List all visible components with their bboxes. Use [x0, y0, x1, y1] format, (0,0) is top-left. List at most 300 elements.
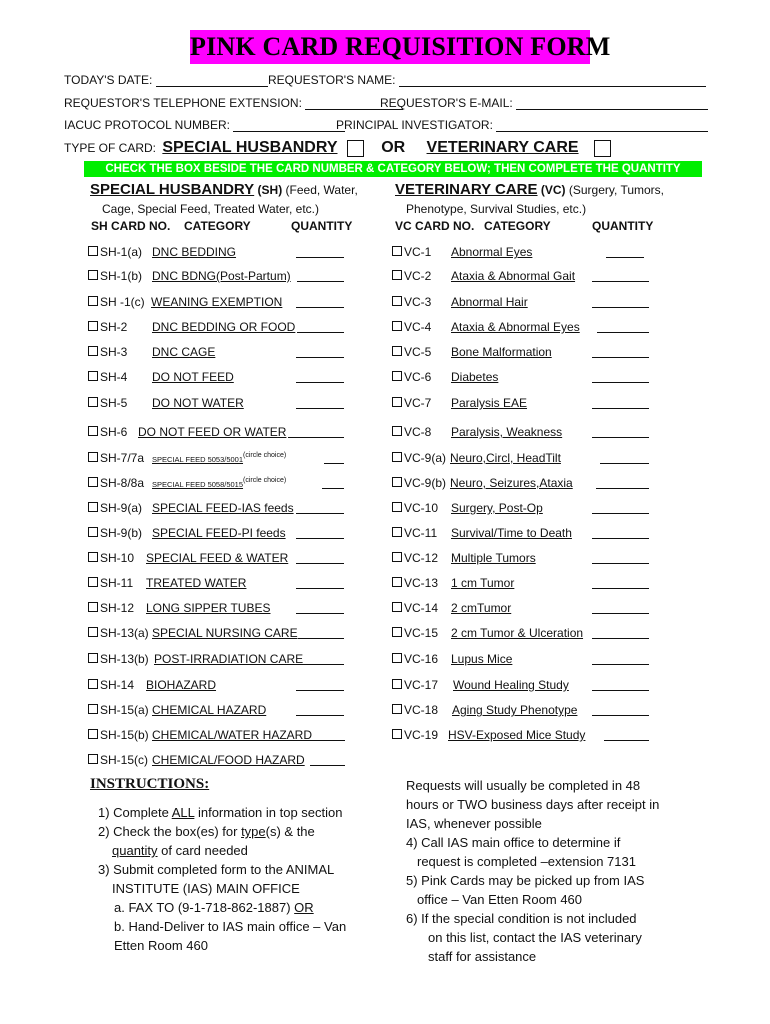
vc-desc-2: Phenotype, Survival Studies, etc.)	[406, 202, 587, 216]
sh-row-checkbox[interactable]	[88, 679, 98, 689]
sh-category-text: POST-IRRADIATION CARE	[154, 652, 304, 666]
vc-row	[392, 396, 431, 410]
sh-row	[88, 245, 142, 259]
sh-row-checkbox[interactable]	[88, 246, 98, 256]
vc-quantity-line[interactable]	[592, 295, 649, 308]
vc-quantity-line[interactable]	[592, 396, 649, 409]
instruction-5-cont: office – Van Etten Room 460	[417, 892, 583, 907]
sh-row	[88, 652, 149, 666]
vc-row-checkbox[interactable]	[392, 321, 402, 331]
sh-quantity-line[interactable]	[310, 753, 345, 766]
vc-card-no: VC-14	[404, 601, 439, 615]
vc-row-checkbox[interactable]	[392, 452, 402, 462]
vc-section-title	[395, 181, 664, 199]
sh-row-checkbox[interactable]	[88, 296, 98, 306]
sh-card-no: SH-9(b)	[100, 526, 143, 540]
vc-row-checkbox[interactable]	[392, 397, 402, 407]
vc-category-text: Abnormal Hair	[451, 295, 528, 309]
vc-col-quantity: QUANTITY	[592, 219, 654, 233]
sh-category	[152, 626, 298, 640]
instruction-3b: b. Hand-Deliver to IAS main office – Van	[114, 919, 347, 934]
sh-quantity-line[interactable]	[296, 345, 344, 358]
protocol-field[interactable]	[64, 118, 345, 132]
sh-quantity-line[interactable]	[300, 652, 344, 665]
sh-category	[152, 753, 305, 767]
email-line[interactable]	[516, 97, 708, 110]
vc-category	[453, 678, 569, 692]
vc-card-no: VC-16	[404, 652, 439, 666]
sh-category-text: DO NOT FEED	[152, 370, 234, 384]
sh-category	[146, 576, 246, 590]
sh-quantity-line[interactable]	[296, 396, 344, 409]
vc-quantity-line[interactable]	[592, 576, 649, 589]
sh-category-text: CHEMICAL/WATER HAZARD	[152, 728, 313, 742]
vc-quantity-line[interactable]	[597, 320, 649, 333]
sh-category	[146, 678, 216, 692]
vc-category	[451, 551, 536, 565]
sh-row-checkbox[interactable]	[88, 452, 98, 462]
vc-category-text: Survival/Time to Death	[451, 526, 572, 540]
sh-row	[88, 551, 134, 565]
sh-row	[88, 501, 142, 515]
sh-row-checkbox[interactable]	[88, 577, 98, 587]
vc-row	[392, 245, 431, 259]
vc-quantity-line[interactable]	[606, 245, 644, 258]
sh-quantity-line[interactable]	[296, 551, 344, 564]
investigator-label: PRINCIPAL INVESTIGATOR:	[336, 118, 493, 132]
vc-category-text: HSV-Exposed Mice Study	[448, 728, 586, 742]
vc-row	[392, 678, 438, 692]
vc-quantity-line[interactable]	[592, 501, 649, 514]
vc-row-checkbox[interactable]	[392, 346, 402, 356]
form-title: PINK CARD REQUISITION FORM	[190, 30, 590, 64]
vc-quantity-line[interactable]	[592, 678, 649, 691]
sh-category	[146, 551, 288, 565]
sh-row-checkbox[interactable]	[88, 754, 98, 764]
vc-card-no: VC-1	[404, 245, 432, 259]
sh-row	[88, 345, 127, 359]
sh-row-checkbox[interactable]	[88, 552, 98, 562]
vc-col-category: CATEGORY	[484, 219, 551, 233]
vc-category	[451, 601, 511, 615]
vc-quantity-line[interactable]	[592, 551, 649, 564]
sh-row-checkbox[interactable]	[88, 704, 98, 714]
sh-row-checkbox[interactable]	[88, 426, 98, 436]
vc-row-checkbox[interactable]	[392, 704, 402, 714]
instruction-4-cont: request is completed –extension 7131	[417, 854, 636, 869]
instruction-banner: CHECK THE BOX BESIDE THE CARD NUMBER & CATEGORY BELOW; THEN COMPLETE THE QUANTITY	[84, 161, 702, 177]
protocol-line[interactable]	[233, 119, 345, 132]
vc-category-text: Ataxia & Abnormal Eyes	[451, 320, 580, 334]
sh-category	[152, 728, 312, 742]
vc-row-checkbox[interactable]	[392, 552, 402, 562]
vc-card-no: VC-18	[404, 703, 439, 717]
sh-category-text: SPECIAL FEED & WATER	[146, 551, 289, 565]
sh-quantity-line[interactable]	[296, 501, 344, 514]
vc-category	[451, 396, 527, 410]
sh-card-no: SH-8/8a	[100, 476, 145, 490]
vc-col-card-no: VC CARD NO.	[395, 219, 475, 233]
instruction-4: 4) Call IAS main office to determine if	[406, 835, 621, 850]
sh-category-text: DO NOT FEED OR WATER	[138, 425, 287, 439]
sh-row	[88, 295, 145, 309]
vc-category-text: Diabetes	[451, 370, 499, 384]
vc-category	[451, 245, 532, 259]
note-turnaround-3: IAS, whenever possible	[406, 816, 542, 831]
vc-card-no: VC-8	[404, 425, 432, 439]
instruction-5: 5) Pink Cards may be picked up from IAS	[406, 873, 645, 888]
sh-category-text: CHEMICAL HAZARD	[152, 703, 267, 717]
vc-row	[392, 451, 446, 465]
sh-card-no: SH-3	[100, 345, 128, 359]
sh-card-no: SH-9(a)	[100, 501, 143, 515]
instruction-3: 3) Submit completed form to the ANIMAL	[98, 862, 335, 877]
sh-card-no: SH-1(a)	[100, 245, 143, 259]
sh-category-text: TREATED WATER	[146, 576, 247, 590]
sh-card-no: SH-5	[100, 396, 128, 410]
sh-card-no: SH-15(b)	[100, 728, 149, 742]
vc-row-checkbox[interactable]	[392, 270, 402, 280]
sh-category-text: SPECIAL FEED-PI feeds	[152, 526, 286, 540]
type-of-card-row	[64, 139, 611, 157]
requestor-name-field[interactable]	[268, 73, 706, 87]
requestor-name-label: REQUESTOR'S NAME:	[268, 73, 396, 87]
todays-date-field[interactable]	[64, 73, 268, 87]
telephone-field[interactable]	[64, 96, 403, 110]
sh-quantity-line[interactable]	[297, 320, 344, 333]
sh-row	[88, 678, 134, 692]
vc-quantity-line[interactable]	[604, 728, 649, 741]
sh-quantity-line[interactable]	[296, 370, 344, 383]
sh-quantity-line[interactable]	[288, 425, 344, 438]
vc-category	[451, 345, 552, 359]
vc-row	[392, 476, 446, 490]
sh-card-no: SH-13(b)	[100, 652, 149, 666]
vc-quantity-line[interactable]	[592, 652, 649, 665]
vc-row-checkbox[interactable]	[392, 477, 402, 487]
investigator-line[interactable]	[496, 119, 708, 132]
sh-row-checkbox[interactable]	[88, 502, 98, 512]
sh-category	[152, 370, 234, 384]
sh-row-checkbox[interactable]	[88, 346, 98, 356]
vc-row	[392, 370, 431, 384]
sh-desc-2: Cage, Special Feed, Treated Water, etc.)	[102, 202, 319, 216]
type-sh-checkbox[interactable]	[347, 140, 364, 157]
sh-card-no: SH-13(a)	[100, 626, 149, 640]
sh-row	[88, 269, 142, 283]
vc-category-text: 2 cmTumor	[451, 601, 512, 615]
vc-category-text: Neuro, Seizures,Ataxia	[450, 476, 573, 490]
sh-title: SPECIAL HUSBANDRY	[90, 181, 255, 198]
email-label: REQUESTOR'S E-MAIL:	[380, 96, 513, 110]
vc-row-checkbox[interactable]	[392, 627, 402, 637]
vc-category-text: Aging Study Phenotype	[452, 703, 578, 717]
vc-row-checkbox[interactable]	[392, 371, 402, 381]
sh-row	[88, 320, 127, 334]
sh-category	[154, 652, 303, 666]
telephone-label: REQUESTOR'S TELEPHONE EXTENSION:	[64, 96, 302, 110]
vc-row	[392, 320, 431, 334]
vc-row	[392, 652, 438, 666]
vc-category-text: Ataxia & Abnormal Gait	[451, 269, 576, 283]
vc-category-text: Lupus Mice	[451, 652, 513, 666]
sh-quantity-line[interactable]	[296, 295, 344, 308]
vc-category-text: 2 cm Tumor & Ulceration	[451, 626, 584, 640]
sh-row	[88, 396, 127, 410]
note-turnaround-1: Requests will usually be completed in 48	[406, 778, 641, 793]
instruction-2: 2) Check the box(es) for type(s) & the	[98, 824, 315, 839]
sh-col-quantity: QUANTITY	[291, 219, 353, 233]
vc-row	[392, 295, 431, 309]
sh-category-note: (circle choice)	[243, 452, 287, 459]
vc-category	[451, 425, 562, 439]
sh-card-no: SH-12	[100, 601, 135, 615]
sh-row-checkbox[interactable]	[88, 653, 98, 663]
sh-card-no: SH-7/7a	[100, 451, 145, 465]
vc-category-text: Wound Healing Study	[453, 678, 569, 692]
vc-card-no: VC-9(a)	[404, 451, 447, 465]
vc-quantity-line[interactable]	[592, 626, 649, 639]
sh-category-text: DNC BEDDING OR FOOD	[152, 320, 296, 334]
vc-row	[392, 601, 438, 615]
vc-card-no: VC-7	[404, 396, 432, 410]
vc-category-text: Abnormal Eyes	[451, 245, 533, 259]
vc-card-no: VC-2	[404, 269, 432, 283]
sh-row	[88, 601, 134, 615]
vc-row	[392, 626, 438, 640]
vc-row	[392, 576, 438, 590]
vc-card-no: VC-10	[404, 501, 439, 515]
sh-category	[152, 526, 286, 540]
sh-row	[88, 451, 144, 465]
vc-row	[392, 526, 437, 540]
instruction-3-cont: INSTITUTE (IAS) MAIN OFFICE	[112, 881, 300, 896]
sh-col-category: CATEGORY	[184, 219, 251, 233]
requestor-name-line[interactable]	[399, 74, 706, 87]
vc-quantity-line[interactable]	[592, 345, 649, 358]
sh-category-text: SPECIAL NURSING CARE	[152, 626, 298, 640]
vc-category	[450, 476, 573, 490]
vc-row	[392, 703, 438, 717]
type-or-label: OR	[381, 139, 406, 156]
sh-row-checkbox[interactable]	[88, 627, 98, 637]
sh-category	[138, 425, 286, 439]
sh-category-text: SPECIAL FEED 5053/5001	[152, 455, 244, 464]
sh-row-checkbox[interactable]	[88, 729, 98, 739]
sh-category-text: WEANING EXEMPTION	[151, 295, 283, 309]
vc-abbr: (VC)	[537, 183, 569, 197]
instructions-title: INSTRUCTIONS:	[90, 776, 210, 792]
instruction-6-cont: on this list, contact the IAS veterinary	[428, 930, 642, 945]
sh-row-checkbox[interactable]	[88, 477, 98, 487]
sh-row	[88, 425, 127, 439]
vc-category	[448, 728, 585, 742]
vc-card-no: VC-5	[404, 345, 432, 359]
vc-row-checkbox[interactable]	[392, 502, 402, 512]
type-of-card-label: TYPE OF CARD:	[64, 141, 157, 155]
vc-row-checkbox[interactable]	[392, 246, 402, 256]
protocol-label: IACUC PROTOCOL NUMBER:	[64, 118, 231, 132]
vc-card-no: VC-3	[404, 295, 432, 309]
sh-category	[152, 501, 294, 515]
vc-row-checkbox[interactable]	[392, 577, 402, 587]
instruction-6-cont-2: staff for assistance	[428, 949, 537, 964]
vc-row	[392, 728, 438, 742]
vc-row-checkbox[interactable]	[392, 426, 402, 436]
sh-row-checkbox[interactable]	[88, 527, 98, 537]
vc-category	[451, 269, 575, 283]
sh-category-text: SPECIAL FEED 5058/5015	[152, 480, 244, 489]
sh-card-no: SH-4	[100, 370, 128, 384]
vc-category-text: Neuro,Circl, HeadTilt	[450, 451, 561, 465]
email-field[interactable]	[380, 96, 708, 110]
sh-card-no: SH-6	[100, 425, 128, 439]
sh-row-checkbox[interactable]	[88, 397, 98, 407]
sh-row-checkbox[interactable]	[88, 321, 98, 331]
note-turnaround-2: hours or TWO business days after receipt in	[406, 797, 660, 812]
sh-quantity-line[interactable]	[324, 451, 344, 464]
vc-category	[451, 295, 528, 309]
vc-category	[452, 703, 577, 717]
type-vc-label: VETERINARY CARE	[426, 139, 579, 156]
vc-row	[392, 551, 438, 565]
sh-quantity-line[interactable]	[296, 601, 344, 614]
vc-category	[451, 626, 583, 640]
vc-category	[451, 370, 498, 384]
sh-quantity-line[interactable]	[296, 703, 344, 716]
vc-row	[392, 501, 438, 515]
vc-card-no: VC-6	[404, 370, 432, 384]
vc-row-checkbox[interactable]	[392, 653, 402, 663]
vc-category	[451, 526, 572, 540]
type-sh-label: SPECIAL HUSBANDRY	[162, 139, 338, 156]
vc-category-text: Paralysis EAE	[451, 396, 528, 410]
sh-quantity-line[interactable]	[297, 269, 344, 282]
vc-card-no: VC-13	[404, 576, 439, 590]
instruction-6: 6) If the special condition is not included	[406, 911, 637, 926]
sh-quantity-line[interactable]	[298, 626, 344, 639]
vc-desc-1: (Surgery, Tumors,	[568, 183, 665, 197]
vc-row-checkbox[interactable]	[392, 602, 402, 612]
todays-date-label: TODAY'S DATE:	[64, 73, 153, 87]
sh-quantity-line[interactable]	[310, 728, 345, 741]
vc-quantity-line[interactable]	[592, 601, 649, 614]
sh-category-note: (circle choice)	[243, 477, 287, 484]
vc-card-no: VC-19	[404, 728, 439, 742]
sh-category	[152, 476, 286, 490]
sh-category-text: BIOHAZARD	[146, 678, 217, 692]
sh-quantity-line[interactable]	[296, 678, 344, 691]
sh-category	[152, 245, 236, 259]
sh-category	[152, 345, 215, 359]
vc-category-text: Paralysis, Weakness	[451, 425, 563, 439]
sh-card-no: SH -1(c)	[100, 295, 145, 309]
sh-card-no: SH-1(b)	[100, 269, 143, 283]
sh-category	[151, 295, 282, 309]
investigator-field[interactable]	[336, 118, 708, 132]
sh-col-card-no: SH CARD NO.	[91, 219, 171, 233]
vc-category-text: 1 cm Tumor	[451, 576, 515, 590]
sh-row	[88, 728, 149, 742]
vc-quantity-line[interactable]	[592, 370, 649, 383]
sh-row	[88, 753, 148, 767]
sh-card-no: SH-10	[100, 551, 135, 565]
todays-date-line[interactable]	[156, 74, 268, 87]
vc-quantity-line[interactable]	[600, 451, 649, 464]
sh-category	[152, 451, 286, 465]
vc-category-text: Bone Malformation	[451, 345, 552, 359]
vc-category	[451, 320, 580, 334]
sh-category-text: LONG SIPPER TUBES	[146, 601, 271, 615]
sh-card-no: SH-15(a)	[100, 703, 149, 717]
sh-category-text: DNC CAGE	[152, 345, 216, 359]
vc-row	[392, 269, 431, 283]
sh-desc-1: (Feed, Water,	[285, 183, 358, 197]
sh-card-no: SH-11	[100, 576, 134, 590]
vc-category	[451, 652, 512, 666]
vc-category-text: Multiple Tumors	[451, 551, 536, 565]
sh-row-checkbox[interactable]	[88, 270, 98, 280]
vc-row-checkbox[interactable]	[392, 527, 402, 537]
vc-quantity-line[interactable]	[592, 703, 649, 716]
vc-quantity-line[interactable]	[592, 269, 649, 282]
vc-row-checkbox[interactable]	[392, 679, 402, 689]
sh-row	[88, 626, 149, 640]
sh-category-text: DNC BDNG(Post-Partum)	[152, 269, 291, 283]
vc-row-checkbox[interactable]	[392, 729, 402, 739]
sh-category	[152, 269, 291, 283]
sh-category-text: CHEMICAL/FOOD HAZARD	[152, 753, 305, 767]
sh-category-text: DNC BEDDING	[152, 245, 237, 259]
sh-category	[152, 320, 295, 334]
vc-quantity-line[interactable]	[596, 476, 649, 489]
sh-quantity-line[interactable]	[296, 526, 344, 539]
sh-row	[88, 370, 127, 384]
vc-category	[451, 501, 543, 515]
sh-row-checkbox[interactable]	[88, 602, 98, 612]
vc-card-no: VC-17	[404, 678, 439, 692]
sh-category-text: SPECIAL FEED-IAS feeds	[152, 501, 294, 515]
sh-row	[88, 526, 142, 540]
instruction-3b-cont: Etten Room 460	[114, 938, 208, 953]
vc-quantity-line[interactable]	[592, 526, 649, 539]
sh-row-checkbox[interactable]	[88, 371, 98, 381]
vc-card-no: VC-9(b)	[404, 476, 447, 490]
vc-row	[392, 345, 431, 359]
sh-category-text: DO NOT WATER	[152, 396, 244, 410]
vc-card-no: VC-11	[404, 526, 438, 540]
vc-category	[451, 576, 514, 590]
type-vc-checkbox[interactable]	[594, 140, 611, 157]
sh-category	[152, 396, 244, 410]
vc-quantity-line[interactable]	[592, 425, 649, 438]
instruction-3a: a. FAX TO (9-1-718-862-1887) OR	[114, 900, 314, 915]
sh-row	[88, 476, 144, 490]
sh-card-no: SH-14	[100, 678, 135, 692]
instruction-2-cont: quantity of card needed	[112, 843, 248, 858]
sh-quantity-line[interactable]	[296, 576, 344, 589]
sh-quantity-line[interactable]	[322, 476, 344, 489]
sh-card-no: SH-2	[100, 320, 128, 334]
sh-section-title	[90, 181, 358, 199]
sh-abbr: (SH)	[254, 183, 286, 197]
sh-card-no: SH-15(c)	[100, 753, 149, 767]
vc-category	[450, 451, 561, 465]
sh-row	[88, 576, 133, 590]
vc-category-text: Surgery, Post-Op	[451, 501, 543, 515]
vc-row-checkbox[interactable]	[392, 296, 402, 306]
sh-quantity-line[interactable]	[296, 245, 344, 258]
